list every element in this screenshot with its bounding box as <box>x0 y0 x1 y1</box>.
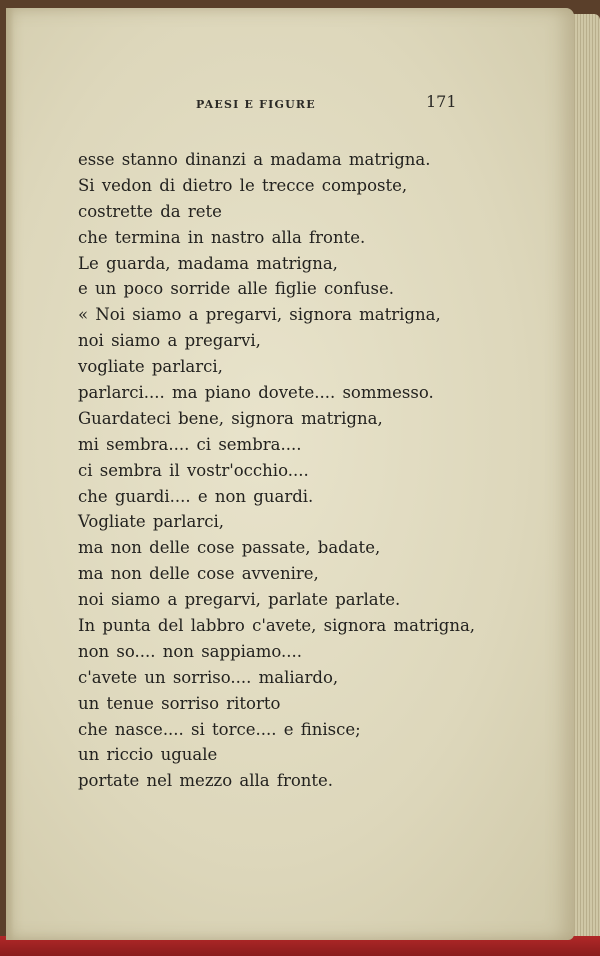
poem-line: noi siamo a pregarvi, <box>78 331 261 351</box>
poem-line: costrette da rete <box>78 201 222 221</box>
poem-line: Guardateci bene, signora matrigna, <box>78 408 383 428</box>
poem-line: vogliate parlarci, <box>78 357 223 377</box>
poem-text <box>78 147 475 794</box>
poem-line: un tenue sorriso ritorto <box>78 693 281 713</box>
poem-line: non so.... non sappiamo.... <box>78 641 303 661</box>
poem-line: esse stanno dinanzi a madama matrigna. <box>78 150 431 169</box>
poem-line: e un poco sorride alle figlie confuse. <box>78 279 394 299</box>
running-title: PAESI E FIGURE <box>196 98 316 111</box>
poem-line: c'avete un sorriso.... maliardo, <box>78 667 339 687</box>
poem-line: che termina in nastro alla fronte. <box>78 227 366 247</box>
poem-line: mi sembra.... ci sembra.... <box>78 434 302 454</box>
poem-line: parlarci.... ma piano dovete.... sommesso. <box>78 383 434 403</box>
poem-line: Le guarda, madama matrigna, <box>78 253 338 273</box>
poem-line: un riccio uguale <box>78 745 218 765</box>
poem-line: ma non delle cose avvenire, <box>78 564 319 584</box>
poem-line: noi siamo a pregarvi, parlate parlate. <box>78 590 401 610</box>
poem-line: ci sembra il vostr'occhio.... <box>78 460 309 480</box>
page-gutter <box>6 8 14 940</box>
poem-line: ma non delle cose passate, badate, <box>78 538 381 558</box>
poem-line: che nasce.... si torce.... e finisce; <box>78 719 361 739</box>
page-number: 171 <box>426 92 457 111</box>
poem-line: « Noi siamo a pregarvi, signora matrigna, <box>78 305 441 325</box>
poem-line: In punta del labbro c'avete, signora matrigna, <box>78 616 476 636</box>
poem-line: Vogliate parlarci, <box>78 512 224 532</box>
book-page <box>6 8 574 940</box>
poem-line: Si vedon di dietro le trecce composte, <box>78 175 408 195</box>
poem-line: portate nel mezzo alla fronte. <box>78 771 334 791</box>
poem-line: che guardi.... e non guardi. <box>78 486 314 506</box>
